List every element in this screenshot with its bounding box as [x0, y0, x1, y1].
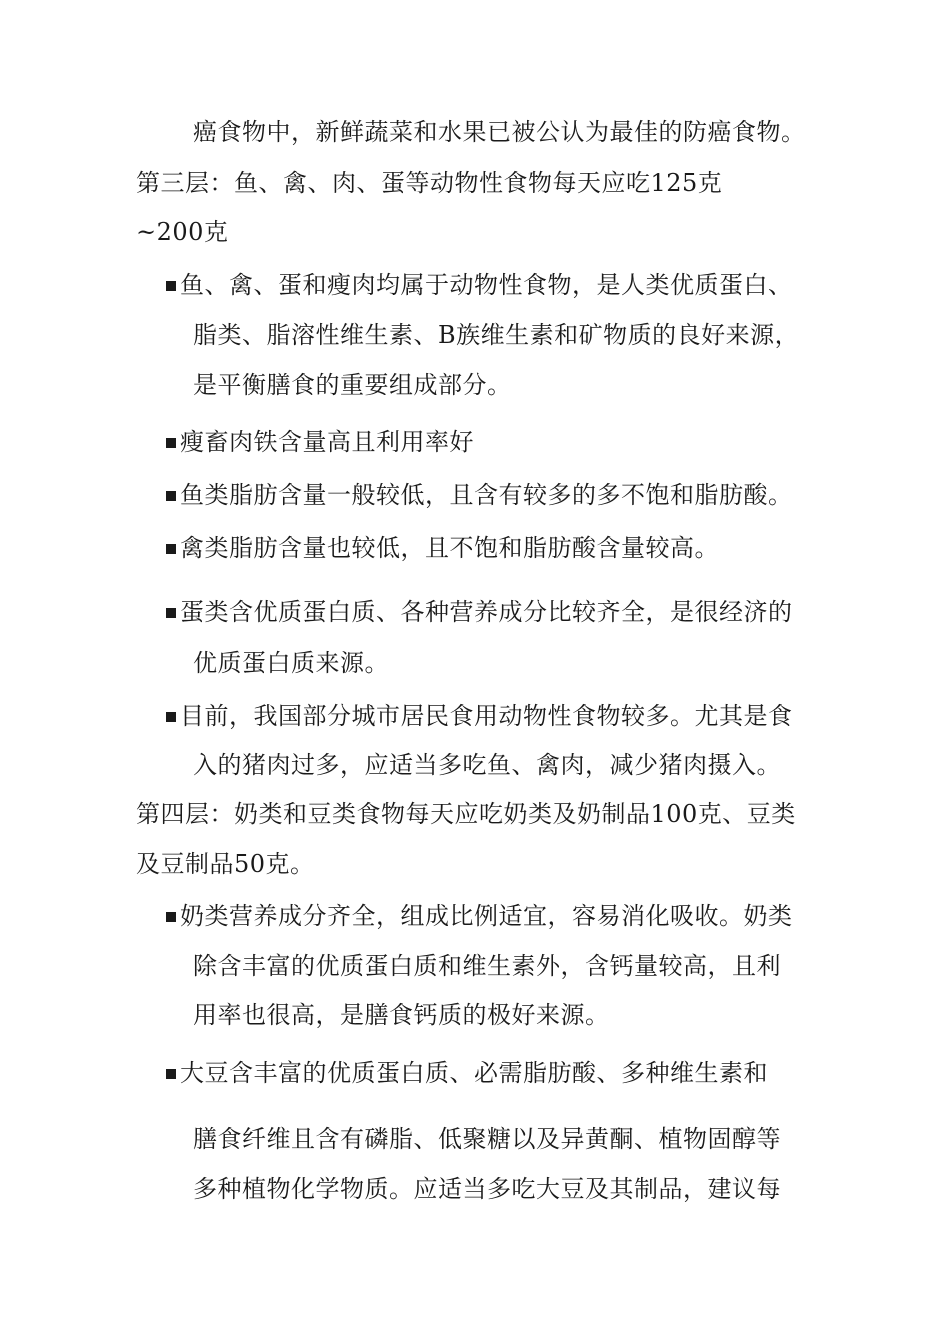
bullet-item: 禽类脂肪含量也较低，且不饱和脂肪酸含量较高。 — [166, 533, 719, 563]
section-heading: 第三层：鱼、禽、肉、蛋等动物性食物每天应吃125克 — [136, 169, 723, 197]
bullet-item: 目前，我国部分城市居民食用动物性食物较多。尤其是食 — [166, 701, 793, 731]
section-heading: 第四层：奶类和豆类食物每天应吃奶类及奶制品100克、豆类 — [136, 800, 796, 828]
text-line: 是平衡膳食的重要组成部分。 — [193, 371, 512, 399]
text-line: 用率也很高，是膳食钙质的极好来源。 — [193, 1001, 610, 1029]
bullet-square-icon — [166, 608, 176, 618]
text-line: 脂类、脂溶性维生素、B族维生素和矿物质的良好来源， — [193, 321, 800, 349]
text-line: 优质蛋白质来源。 — [193, 649, 389, 677]
bullet-item: 瘦畜肉铁含量高且利用率好 — [166, 427, 474, 457]
bullet-item: 蛋类含优质蛋白质、各种营养成分比较齐全，是很经济的 — [166, 597, 793, 627]
text-line: ~200克 — [136, 218, 229, 246]
text-line: 入的猪肉过多，应适当多吃鱼、禽肉，减少猪肉摄入。 — [193, 751, 781, 779]
bullet-square-icon — [166, 712, 176, 722]
bullet-item: 大豆含丰富的优质蛋白质、必需脂肪酸、多种维生素和 — [166, 1058, 768, 1088]
bullet-square-icon — [166, 491, 176, 501]
text-line: 及豆制品50克。 — [136, 850, 315, 878]
bullet-item: 鱼类脂肪含量一般较低，且含有较多的多不饱和脂肪酸。 — [166, 480, 793, 510]
text-line: 膳食纤维且含有磷脂、低聚糖以及异黄酮、植物固醇等 — [193, 1125, 781, 1153]
text-line: 除含丰富的优质蛋白质和维生素外，含钙量较高，且利 — [193, 952, 781, 980]
text-line: 多种植物化学物质。应适当多吃大豆及其制品，建议每 — [193, 1175, 781, 1203]
bullet-square-icon — [166, 912, 176, 922]
bullet-item: 奶类营养成分齐全，组成比例适宜，容易消化吸收。奶类 — [166, 901, 793, 931]
bullet-square-icon — [166, 544, 176, 554]
text-line: 癌食物中，新鲜蔬菜和水果已被公认为最佳的防癌食物。 — [193, 118, 806, 146]
bullet-square-icon — [166, 438, 176, 448]
bullet-square-icon — [166, 1069, 176, 1079]
bullet-item: 鱼、禽、蛋和瘦肉均属于动物性食物，是人类优质蛋白、 — [166, 270, 793, 300]
bullet-square-icon — [166, 281, 176, 291]
